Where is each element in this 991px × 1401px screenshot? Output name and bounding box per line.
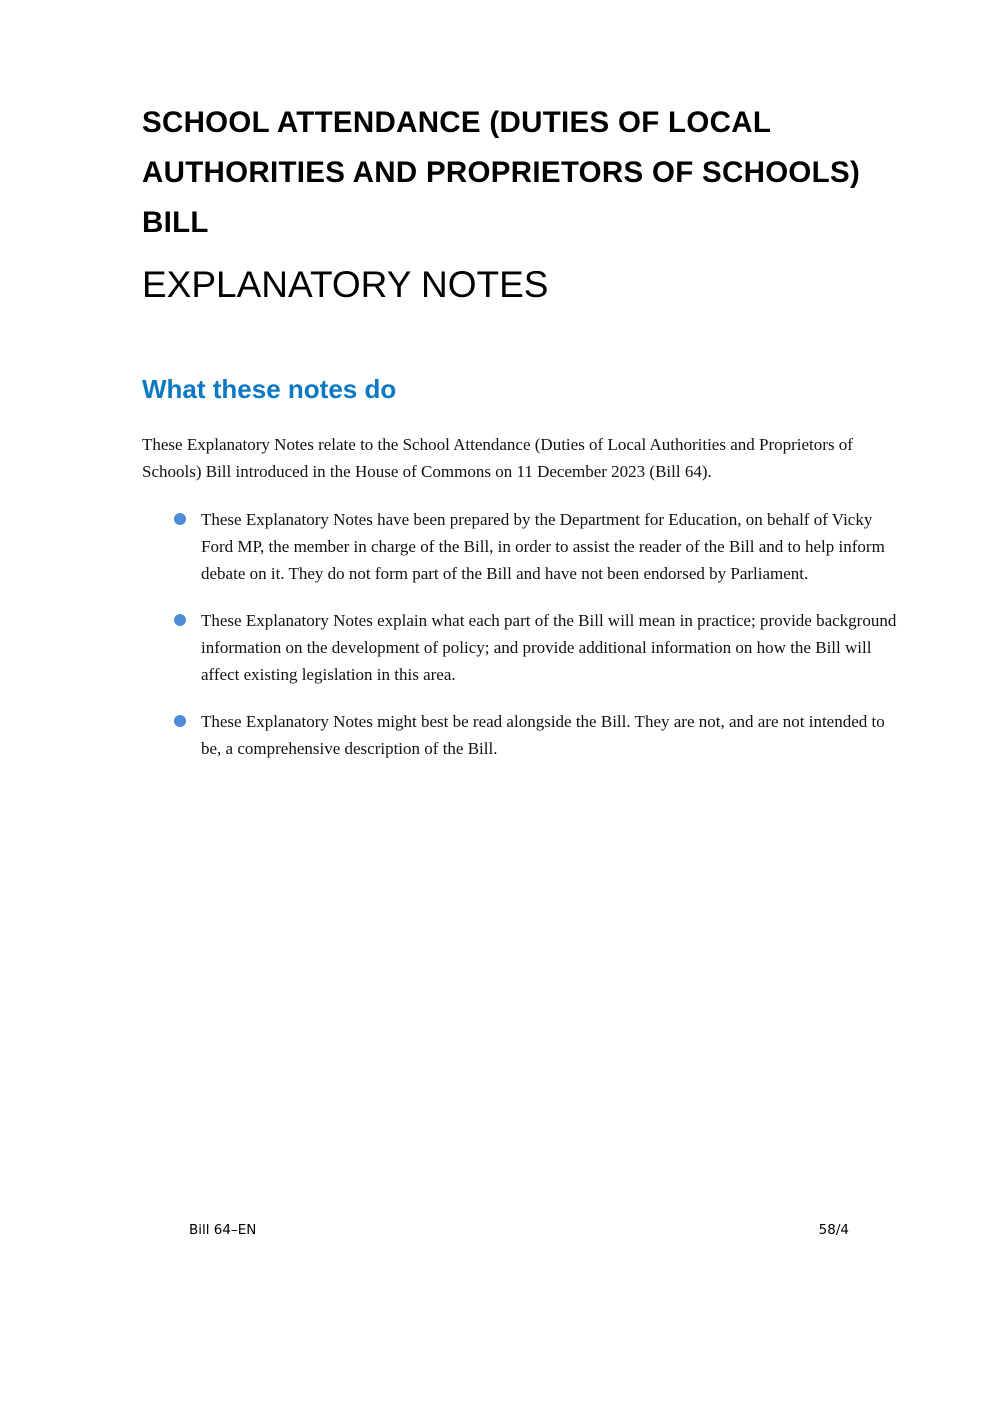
section-heading: What these notes do [142, 374, 397, 404]
bullet-text: These Explanatory Notes might best be read alongside the Bill. They are not, and are not intended to be, a comprehensive description of the Bill. [201, 712, 885, 758]
bullet-list [142, 506, 902, 782]
bullet-item [142, 708, 902, 762]
bullet-dot-icon [174, 513, 186, 525]
bullet-item [142, 607, 902, 688]
bullet-dot-icon [174, 715, 186, 727]
bullet-item [142, 506, 902, 587]
bullet-text: These Explanatory Notes explain what each part of the Bill will mean in practice; provide background information on the development of policy; and provide additional information on how the Bill will affect existing legislation in this area. [201, 611, 897, 684]
intro-paragraph: These Explanatory Notes relate to the School Attendance (Duties of Local Authorities and Proprietors of Schools) Bill introduced in the House of Commons on 11 December 2023 (Bill 64). [142, 435, 853, 481]
footer-page-ref: 58/4 [818, 1222, 849, 1238]
document-subtitle: EXPLANATORY NOTES [142, 264, 549, 305]
bill-title: SCHOOL ATTENDANCE (DUTIES OF LOCAL AUTHORITIES AND PROPRIETORS OF SCHOOLS) BILL [142, 106, 861, 239]
bullet-text: These Explanatory Notes have been prepared by the Department for Education, on behalf of Vicky Ford MP, the member in charge of the Bill, in order to assist the reader of the Bill and to help inform debate on it. They do not form part of the Bill and have not been endorsed by Parliament. [201, 510, 885, 583]
footer-bill-number: Bill 64–EN [189, 1222, 257, 1238]
bullet-dot-icon [174, 614, 186, 626]
